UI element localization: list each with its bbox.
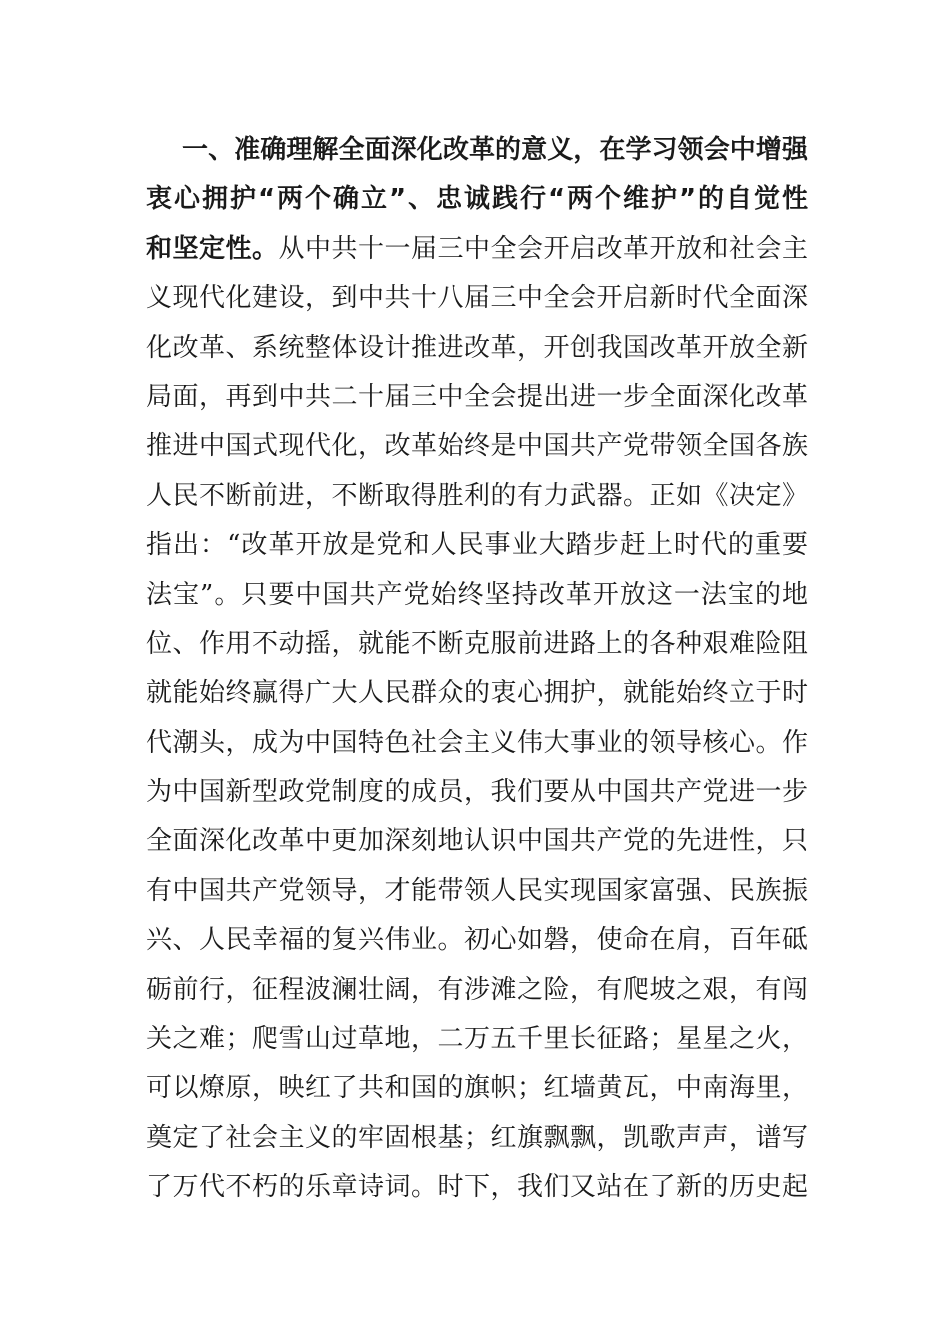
text-line xyxy=(146,472,808,521)
text-line xyxy=(146,324,808,373)
text-line xyxy=(146,1163,808,1212)
body-text: 有中国共产党领导，才能带领人民实现国家富强、民族振 xyxy=(146,875,809,906)
text-line xyxy=(146,620,808,669)
text-line xyxy=(146,867,808,916)
text-line xyxy=(146,1064,808,1113)
text-line xyxy=(146,719,808,768)
body-text: 义现代化建设，到中共十八届三中全会开启新时代全面深 xyxy=(146,283,809,314)
body-text: 关之难；爬雪山过草地，二万五千里长征路；星星之火， xyxy=(146,1024,809,1055)
text-line xyxy=(146,274,808,323)
body-text: 人民不断前进，不断取得胜利的有力武器。正如《决定》 xyxy=(146,480,809,511)
section-heading-part: 一、准确理解全面深化改革的意义，在学习领会中增强 xyxy=(182,135,809,165)
body-text: 局面，再到中共二十届三中全会提出进一步全面深化改革 xyxy=(146,381,809,412)
body-text: 位、作用不动摇，就能不断克服前进路上的各种艰难险阻 xyxy=(146,628,809,659)
text-line xyxy=(146,175,808,224)
body-text: 化改革、系统整体设计推进改革，开创我国改革开放全新 xyxy=(146,332,809,363)
text-line xyxy=(146,966,808,1015)
section-heading-part: 衷心拥护“两个确立”、忠诚践行“两个维护”的自觉性 xyxy=(146,184,810,215)
body-text: 就能始终赢得广大人民群众的衷心拥护，就能始终立于时 xyxy=(146,678,809,709)
text-line xyxy=(146,768,808,817)
body-text: 推进中国式现代化，改革始终是中国共产党带领全国各族 xyxy=(146,431,809,462)
text-line xyxy=(146,916,808,965)
text-line xyxy=(146,373,808,422)
text-line xyxy=(146,422,808,471)
text-line xyxy=(146,1015,808,1064)
body-text: 法宝”。只要中国共产党始终坚持改革开放这一法宝的地 xyxy=(146,579,810,610)
section-heading-part: 和坚定性。 xyxy=(146,233,279,264)
body-text: 为中国新型政党制度的成员，我们要从中国共产党进一步 xyxy=(146,777,809,808)
body-text: 奠定了社会主义的牢固根基；红旗飘飘，凯歌声声，谱写 xyxy=(146,1122,809,1153)
text-line xyxy=(146,669,808,718)
article-body xyxy=(146,126,808,1213)
body-text: 了万代不朽的乐章诗词。时下，我们又站在了新的历史起 xyxy=(146,1172,809,1203)
body-text: 可以燎原，映红了共和国的旗帜；红墙黄瓦，中南海里， xyxy=(146,1073,809,1104)
text-line xyxy=(146,521,808,570)
text-line xyxy=(146,126,808,175)
body-text: 从中共十一届三中全会开启改革开放和社会主 xyxy=(278,233,809,264)
text-line xyxy=(146,817,808,866)
body-text: 代潮头，成为中国特色社会主义伟大事业的领导核心。作 xyxy=(146,727,809,758)
text-line xyxy=(146,571,808,620)
text-line xyxy=(146,1114,808,1163)
body-text: 兴、人民幸福的复兴伟业。初心如磐，使命在肩，百年砥 xyxy=(146,925,809,956)
body-text: 砺前行，征程波澜壮阔，有涉滩之险，有爬坡之艰，有闯 xyxy=(146,974,809,1005)
body-text: 全面深化改革中更加深刻地认识中国共产党的先进性，只 xyxy=(146,826,809,857)
text-line xyxy=(146,225,808,274)
body-text: 指出：“改革开放是党和人民事业大踏步赶上时代的重要 xyxy=(146,530,810,561)
